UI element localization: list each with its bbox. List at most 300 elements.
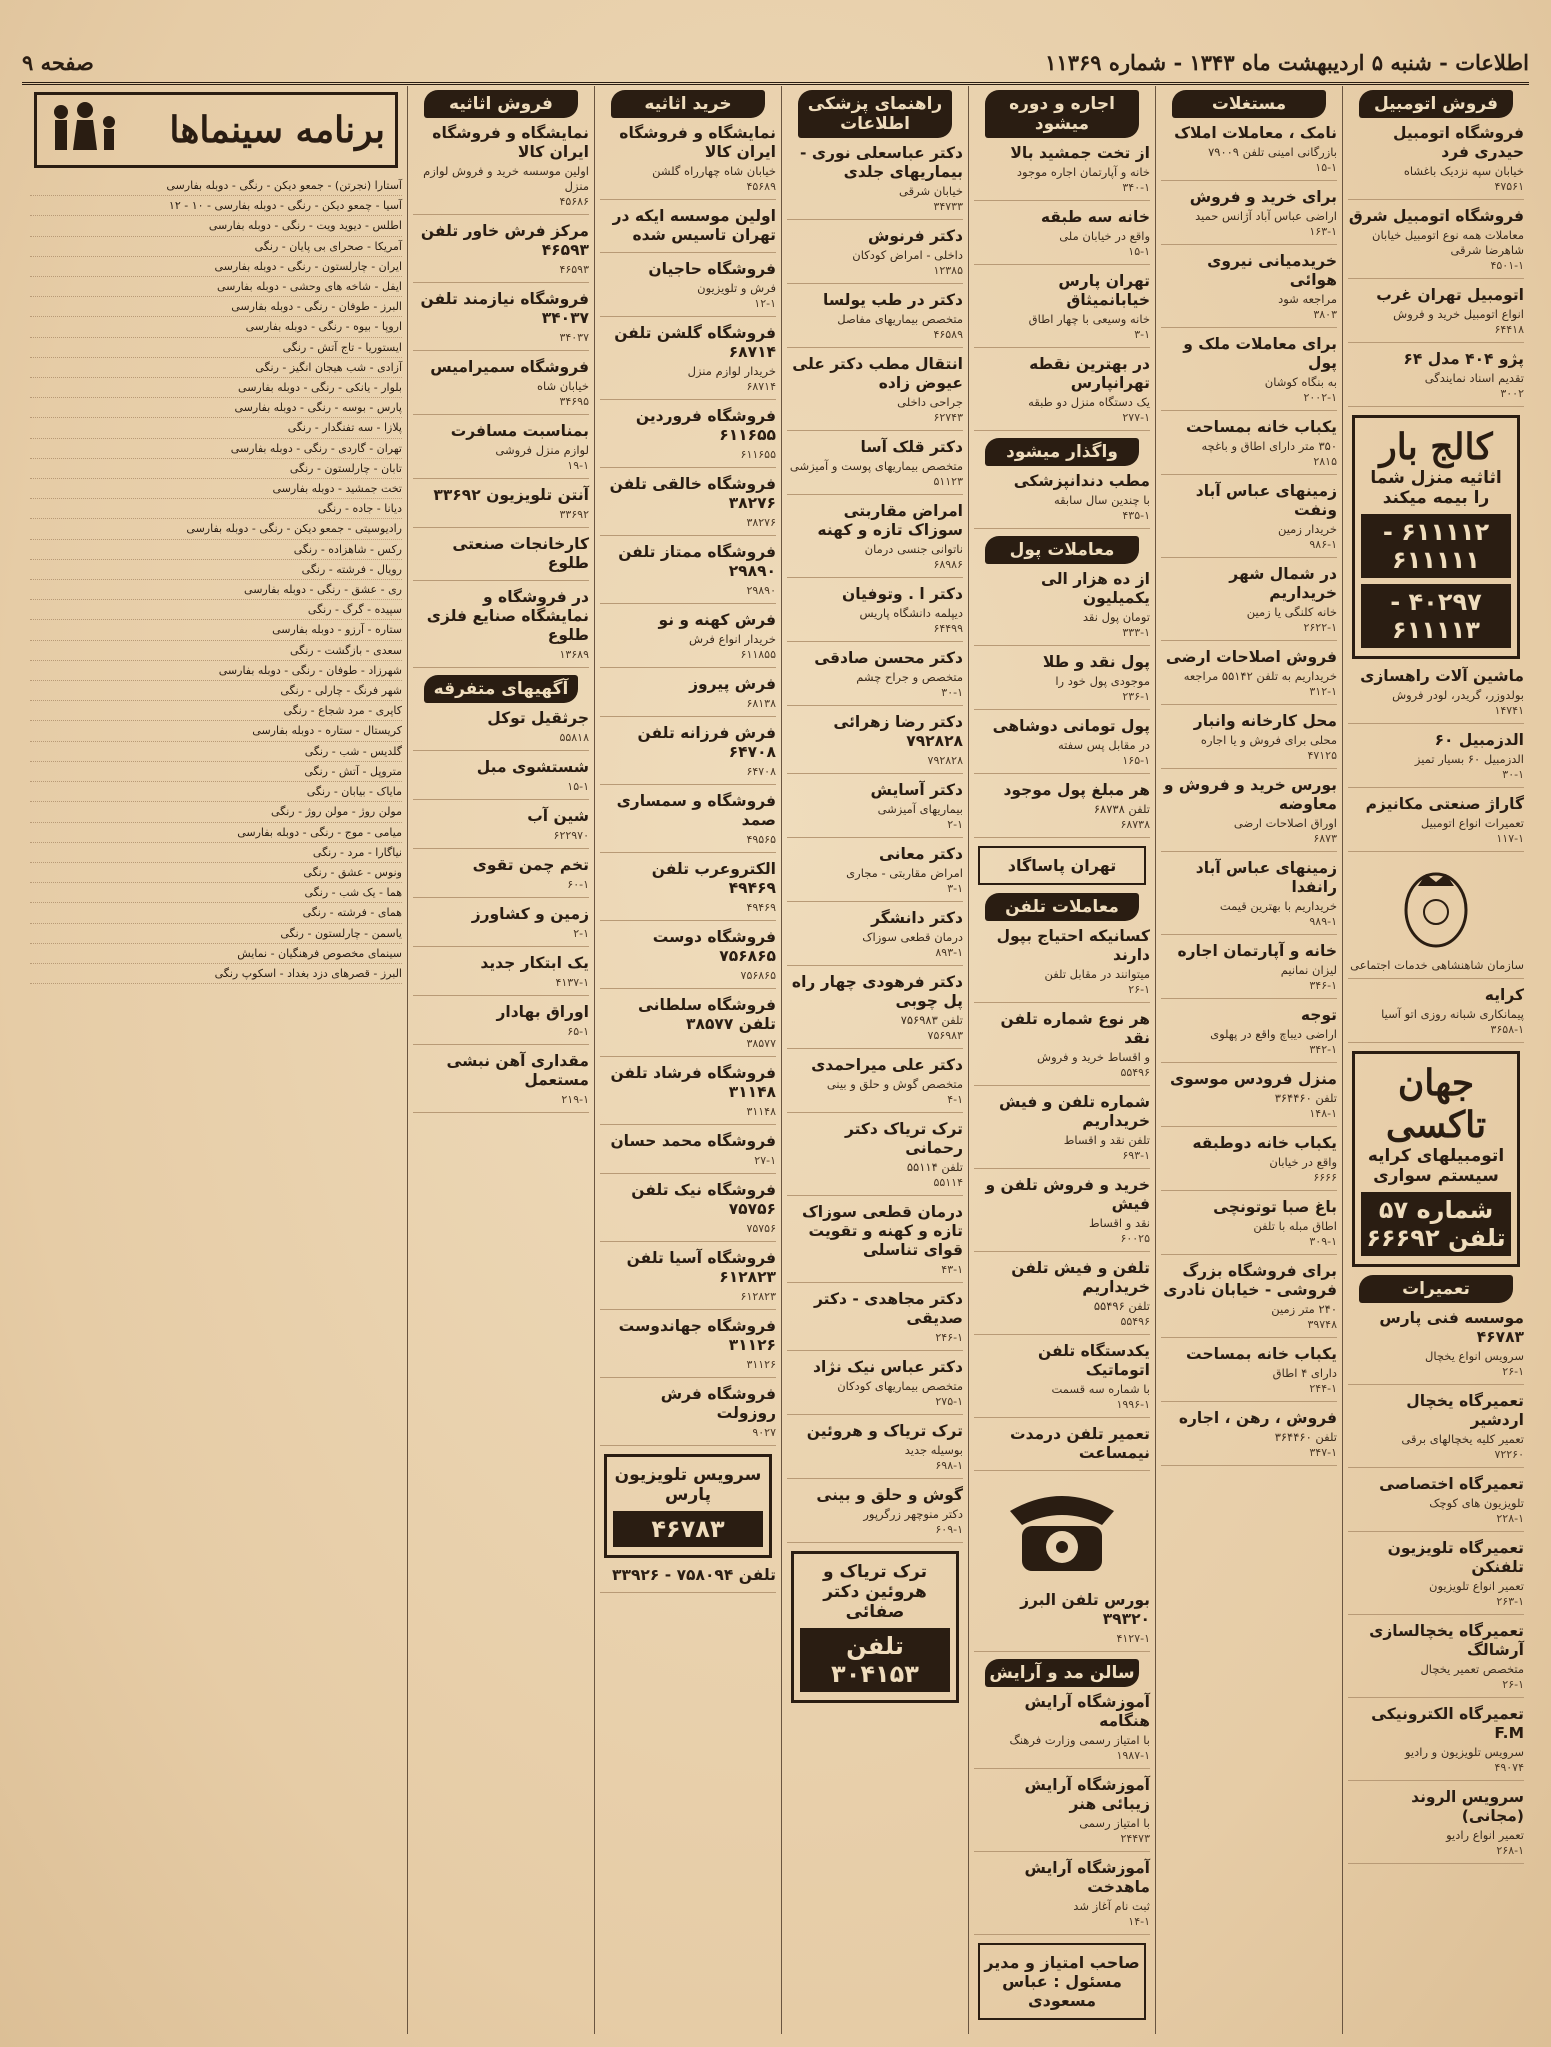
ad-title: دکتر عباس نیک نژاد [813, 1358, 963, 1376]
ad-text: متخصص و جراح چشم [856, 670, 963, 684]
ad-title: پول تومانی دوشاهی [992, 717, 1150, 735]
classified-ad [413, 358, 589, 415]
ad-number: ۳۱۲-۱ [1309, 685, 1337, 698]
classified-ad [974, 1776, 1150, 1852]
classified-ad [600, 996, 776, 1057]
ad-number: ۶۸۷۳ [1313, 832, 1337, 845]
ad-number: ۷۲۲۶۰ [1494, 1448, 1524, 1461]
ad-title: تعمیرگاه تلویزیون تلفنکن [1387, 1539, 1524, 1576]
cinema-listing: پلازا - سه تفنگدار - رنگی [30, 418, 402, 438]
ad-number: ۵۵۱۱۴ [933, 1176, 963, 1189]
ad-text: خانه وسیعی با چهار اطاق [1028, 312, 1150, 326]
ad-number: ۱۹-۱ [567, 459, 589, 472]
ad-number: ۵۱۱۲۳ [933, 475, 963, 488]
ad-title: محل کارخانه وانبار [1193, 712, 1337, 730]
ad-title: فروش ، رهن ، اجاره [1178, 1409, 1337, 1427]
ad-number: ۴۶۵۹۳ [559, 263, 589, 276]
ad-title: تعمیرگاه اختصاصی [1379, 1475, 1524, 1493]
ad-number: ۷۵۶۹۸۳ [927, 1029, 963, 1042]
ad-text: خریداریم به تلفن ۵۵۱۴۲ مراجعه [1183, 669, 1337, 683]
ad-text: سرویس تلویزیون و رادیو [1404, 1745, 1524, 1759]
ad-text: تعمیر کلیه یخچالهای برقی [1401, 1432, 1524, 1446]
classified-ad [1161, 188, 1337, 245]
column-rent [968, 86, 1155, 2034]
classified-ad [413, 807, 589, 849]
section-head-phone: معاملات تلفن [985, 893, 1140, 921]
ad-title: فروشگاه و سمساری صمد [616, 792, 776, 829]
ad-text: تلفن نقد و اقساط [1063, 1133, 1150, 1147]
ad-title: هر مبلغ پول موجود [1003, 781, 1150, 799]
ad-number: ۱۶۵-۱ [1122, 754, 1150, 767]
ad-number: ۳۳۳-۱ [1122, 626, 1150, 639]
ad-title: تهران پارس خیابانمیثاق [1058, 272, 1150, 309]
ad-number: ۳۶۵۸-۱ [1490, 1023, 1524, 1036]
ad-title: فروشگاه آسیا تلفن ۶۱۲۸۲۳ [626, 1249, 776, 1286]
ad-title: فروشگاه خالقی تلفن ۳۸۲۷۶ [609, 475, 776, 512]
bottom-phone-text: تلفن ۷۵۸۰۹۴ - ۳۳۹۲۶ [612, 1566, 776, 1584]
ad-title: بورس تلفن البرز ۳۹۳۲۰ [1020, 1591, 1150, 1628]
cinema-listing: البرز - قصرهای دزد بغداد - اسکوپ رنگی [30, 964, 402, 984]
cinema-listing: سپیده - گرگ - رنگی [30, 600, 402, 620]
selling-ads [413, 124, 589, 668]
ad-number: ۷۹۲۸۲۸ [927, 754, 963, 767]
ad-text: اوراق اصلاحات ارضی [1233, 816, 1337, 830]
classified-ad [600, 724, 776, 785]
ad-text: واقع در خیابان ملی [1059, 229, 1150, 243]
cinema-listing: تخت جمشید - دوبله بفارسی [30, 479, 402, 499]
ad-title: توجه [1300, 1006, 1337, 1024]
collage-phone-2: ۴۰۲۹۷ - ۶۱۱۱۱۳ [1361, 584, 1511, 648]
ad-title: فروشگاه اتومبیل حیدری فرد [1393, 124, 1524, 161]
ad-title: در فروشگاه و نمایشگاه صنایع فلزی طلوع [426, 588, 589, 644]
classified-ad [413, 588, 589, 668]
ad-text: تقدیم اسناد نمایندگی [1424, 371, 1524, 385]
ad-title: برای فروشگاه بزرگ فروشی - خیابان نادری [1163, 1262, 1337, 1299]
ad-title: دکتر در طب یولسا [823, 291, 963, 309]
classified-ad [1348, 1705, 1524, 1781]
ad-text: میتوانند در مقابل تلفن [1044, 967, 1150, 981]
ad-title: یکباب خانه دوطبقه [1192, 1134, 1337, 1152]
ad-title: ترک تریاک دکتر رحمانی [844, 1120, 963, 1157]
ad-text: تلفن ۳۶۴۴۶۰ [1274, 1430, 1337, 1444]
classified-ad [974, 570, 1150, 646]
ad-text: تعمیرات انواع اتومبیل [1420, 816, 1524, 830]
classified-ad [413, 290, 589, 351]
publisher-stamp: صاحب امتیاز و مدیر مسئول : عباس مسعودی [978, 1943, 1146, 2020]
classified-ad [413, 905, 589, 947]
section-head-repairs: تعمیرات [1359, 1275, 1514, 1303]
ad-title: اتومبیل تهران غرب [1376, 286, 1524, 304]
ad-number: ۶۴۴۱۸ [1494, 323, 1524, 336]
ad-title: خانه و آپارتمان اجاره [1177, 942, 1337, 960]
ad-text: سرویس انواع یخچال [1424, 1349, 1524, 1363]
ad-title: فرش فرزانه تلفن ۶۴۷۰۸ [637, 724, 776, 761]
classified-ad [413, 422, 589, 479]
ad-title: از ده هزار الی یکمیلیون [1041, 570, 1150, 607]
section-head-doctors: راهنمای پزشکی اطلاعات [798, 90, 953, 138]
ad-number: ۲۴۴-۱ [1309, 1382, 1337, 1395]
ad-title: فروشگاه دوست ۷۵۶۸۶۵ [652, 928, 776, 965]
ad-text: تلفن ۶۸۷۳۸ [1093, 802, 1150, 816]
classified-ad [1161, 859, 1337, 935]
ad-number: ۹۸۶-۱ [1309, 538, 1337, 551]
ad-title: خانه سه طبقه [1040, 208, 1150, 226]
ad-text: تلفن ۳۶۴۴۶۰ [1274, 1091, 1337, 1105]
classified-ad [600, 1385, 776, 1446]
ad-number: ۲۷۷-۱ [1122, 411, 1150, 424]
ad-text: امراض مقاربتی - مجاری [846, 866, 963, 880]
ad-number: ۱۵-۱ [567, 780, 589, 793]
ad-title: فروشگاه فرش روزولت [660, 1385, 776, 1422]
section-head-money: معاملات پول [985, 536, 1140, 564]
ad-number: ۷۵۷۵۶ [746, 1222, 776, 1235]
org-notice-text: سازمان شاهنشاهی خدمات اجتماعی [1350, 958, 1524, 972]
cinema-listing: ونوس - عشق - رنگی [30, 863, 402, 883]
ad-title: فروشگاه سلطانی تلفن ۳۸۵۷۷ [637, 996, 776, 1033]
classified-ad [787, 1486, 963, 1543]
ad-number: ۲۱۹-۱ [561, 1093, 589, 1106]
taxi-ad-box [1352, 1051, 1520, 1267]
rent-ads [974, 144, 1150, 431]
ad-title: دکتر مجاهدی - دکتر صدیقی [814, 1290, 963, 1327]
ad-text: خریدار انواع فرش [688, 632, 776, 646]
classified-ad [1161, 418, 1337, 475]
classified-ad [600, 1132, 776, 1174]
ad-text: دکتر منوچهر زرگرپور [863, 1507, 963, 1521]
ad-title: یکباب خانه بمساحت [1186, 1345, 1337, 1363]
cinema-listing: رادیوسیتی - جمعو دیکن - رنگی - دوبله بفارسی [30, 519, 402, 539]
ad-number: ۳۴۰-۱ [1122, 181, 1150, 194]
ad-text: انواع اتومبیل خرید و فروش [1393, 307, 1524, 321]
ad-number: ۴۹۰۷۴ [1494, 1761, 1524, 1774]
cinema-listing: گلدیس - شب - رنگی [30, 742, 402, 762]
ad-title: کارخانجات صنعتی طلوع [452, 535, 589, 572]
ad-title: دکتر معانی [878, 845, 963, 863]
ad-number: ۱۳۶۸۹ [559, 648, 589, 661]
ad-title: تعمیرگاه یخچال اردشیر [1406, 1392, 1524, 1429]
ad-number: ۳۱۱۲۶ [746, 1358, 776, 1371]
classified-ad [413, 709, 589, 751]
cinema-listing: رکس - شاهزاده - رنگی [30, 540, 402, 560]
ad-number: ۳۱۱۴۸ [746, 1105, 776, 1118]
ad-text: ثبت نام آغاز شد [1073, 1899, 1150, 1913]
ad-title: ماشین آلات راهسازی [1360, 667, 1524, 685]
ad-number: ۶۸۷۱۴ [746, 380, 776, 393]
ad-title: برای خرید و فروش [1189, 188, 1337, 206]
ad-text: پیمانکاری شبانه روزی اتو آسیا [1381, 1007, 1524, 1021]
classified-ad [1348, 986, 1524, 1043]
classified-ad [974, 1425, 1150, 1471]
classified-ad [413, 1003, 589, 1045]
collage-phone-1: ۶۱۱۱۱۲ - ۶۱۱۱۱۱ [1361, 514, 1511, 578]
ad-number: ۱۹۹۶-۱ [1116, 1398, 1150, 1411]
classified-ad [600, 928, 776, 989]
cinema-title-box [34, 92, 398, 168]
classified-ad [787, 1422, 963, 1479]
ad-text: با امتیاز رسمی [1079, 1816, 1150, 1830]
ad-title: منزل فرودس موسوی [1169, 1070, 1337, 1088]
classified-ad [1161, 482, 1337, 558]
ad-number: ۴۹۵۶۵ [746, 833, 776, 846]
ad-number: ۴-۱ [947, 1093, 963, 1106]
classified-ad [974, 208, 1150, 265]
classified-ad [787, 144, 963, 220]
ad-title: دکتر قلک آسا [860, 438, 963, 456]
ad-title: فروشگاه نیازمند تلفن ۳۴۰۳۷ [420, 290, 589, 327]
ad-title: مطب دندانپزشکی [1013, 472, 1150, 490]
classified-ad [1161, 124, 1337, 181]
ad-number: ۶۵-۱ [567, 1025, 589, 1038]
ad-number: ۱۲۳۸۵ [933, 264, 963, 277]
cinema-listing: شهر فرنگ - چارلی - رنگی [30, 681, 402, 701]
classified-ad [413, 486, 589, 528]
ad-number: ۶۲۷۴۳ [933, 411, 963, 424]
page-number: صفحه ۹ [22, 49, 94, 75]
ad-title: آموزشگاه آرایش ماهدخت [1024, 1859, 1150, 1896]
ad-title: دکتر عباسعلی نوری - بیماریهای جلدی [800, 144, 963, 181]
ad-title: تخم چمن تقوی [472, 856, 589, 874]
column-selling [407, 86, 594, 2034]
column-doctors [781, 86, 968, 2034]
classified-ad [413, 954, 589, 996]
cinema-listing: ایستوریا - تاج آتش - رنگی [30, 338, 402, 358]
ad-title: مقداری آهن نبشی مستعمل [446, 1052, 589, 1089]
classified-ad [1348, 207, 1524, 279]
ad-title: جرثقیل توکل [487, 709, 589, 727]
ad-number: ۴۵۶۸۶ [559, 195, 589, 208]
ad-title: دکتر فرنوش [867, 227, 963, 245]
ad-text: خریدار زمین [1277, 522, 1337, 536]
ad-text: نقد و اقساط [1088, 1216, 1150, 1230]
classified-ad [1348, 795, 1524, 852]
ad-title: نمایشگاه و فروشگاه ایران کالا [619, 124, 776, 161]
cinema-listing: میامی - موج - رنگی - دوبله بفارسی [30, 823, 402, 843]
ad-title: فروشگاه محمد حسان [610, 1132, 776, 1150]
classified-ad [787, 585, 963, 642]
ad-text: در مقابل پس سفته [1058, 738, 1150, 752]
bottom-phone [600, 1566, 776, 1593]
classified-ad [1161, 252, 1337, 328]
ad-title: اوراق بهادار [496, 1003, 589, 1021]
ad-title: دکتر محسن صادقی [814, 649, 963, 667]
ad-title: نمایشگاه و فروشگاه ایران کالا [432, 124, 589, 161]
ad-text: ۳۵۰ متر دارای اطاق و باغچه [1201, 439, 1337, 453]
classified-ad [974, 355, 1150, 431]
ad-number: ۱۵-۱ [1128, 245, 1150, 258]
ad-title: زمین و کشاورز [471, 905, 589, 923]
classified-ad [974, 144, 1150, 201]
classified-ad [413, 124, 589, 215]
ad-text: لیزان نمانیم [1280, 963, 1337, 977]
ad-text: درمان قطعی سوزاک [862, 930, 963, 944]
classified-ad [1161, 1070, 1337, 1127]
ad-number: ۶۶۶۶ [1313, 1171, 1337, 1184]
column-buying [594, 86, 781, 2034]
tv-service-box [604, 1454, 772, 1558]
ad-text: خیابان شاه چهارراه گلشن [652, 164, 776, 178]
ad-title: دکتر آسایش [870, 781, 963, 799]
ad-title: پول نقد و طلا [1042, 653, 1150, 671]
classified-ad [1348, 1539, 1524, 1615]
ad-text: خیابان شرقی [899, 184, 963, 198]
classified-ad [974, 717, 1150, 774]
classified-ad [787, 713, 963, 774]
ad-text: خیابان سپه نزدیک باغشاه [1403, 164, 1524, 178]
ad-title: یک ابتکار جدید [480, 954, 589, 972]
ad-title: فروشگاه فرشاد تلفن ۳۱۱۴۸ [610, 1064, 776, 1101]
classified-ad [413, 1052, 589, 1113]
cinema-title: برنامه سینماها [169, 109, 385, 151]
ad-title: موسسه فنی پارس ۴۶۷۸۳ [1379, 1309, 1524, 1346]
ad-text: الدزمبیل ۶۰ بسیار تمیز [1414, 752, 1524, 766]
classified-ad [974, 653, 1150, 710]
classified-ad [787, 781, 963, 838]
classified-ad [600, 1317, 776, 1378]
classified-ad [787, 355, 963, 431]
ad-number: ۲۶-۱ [1502, 1365, 1524, 1378]
ad-number: ۳۰-۱ [941, 686, 963, 699]
money-ads [974, 570, 1150, 838]
cinema-listing: تهران - گاردی - رنگی - دوبله بفارسی [30, 439, 402, 459]
ad-text: یک دستگاه منزل دو طبقه [1028, 395, 1150, 409]
cinema-listing: پارس - بوسه - رنگی - دوبله بفارسی [30, 398, 402, 418]
ad-text: موجودی پول خود را [1055, 674, 1150, 688]
ad-number: ۸۹۳-۱ [935, 946, 963, 959]
ad-title: خرید و فروش تلفن و فیش [985, 1176, 1150, 1213]
auto-ads [1348, 124, 1524, 407]
ad-text: بازرگانی امینی تلفن ۷۹۰۰۹ [1208, 145, 1337, 159]
ad-title: برای معاملات ملک و پول [1183, 335, 1337, 372]
ad-number: ۴۷۱۲۵ [1307, 749, 1337, 762]
classified-ad [974, 1093, 1150, 1169]
ad-number: ۵۵۸۱۸ [559, 731, 589, 744]
classified-ad [1348, 1309, 1524, 1385]
ad-title: خریدمیانی نیروی هوائی [1207, 252, 1337, 289]
ad-text: خانه کلنگی یا زمین [1246, 605, 1337, 619]
cinema-listing: شهرزاد - طوفان - رنگی - دوبله بفارسی [30, 661, 402, 681]
org-notice [1348, 958, 1524, 979]
collage-ad-box [1352, 415, 1520, 659]
classified-ad [1348, 1475, 1524, 1532]
section-head-buying: خرید اثاثیه [611, 90, 766, 118]
section-head-real-estate: مستغلات [1172, 90, 1327, 118]
classified-ad [1348, 124, 1524, 200]
ad-number: ۳۰-۱ [1502, 768, 1524, 781]
ad-number: ۲۷-۱ [754, 1154, 776, 1167]
ad-number: ۱۱۷-۱ [1496, 832, 1524, 845]
ad-number: ۲-۱ [573, 927, 589, 940]
ad-title: نامک ، معاملات املاک [1174, 124, 1337, 142]
cinema-listing: اطلس - دیوید ویت - رنگی - دوبله بفارسی [30, 216, 402, 236]
ad-title: فروش اصلاحات ارضی [1165, 648, 1337, 666]
ad-number: ۲-۱ [947, 818, 963, 831]
ad-number: ۳-۱ [947, 882, 963, 895]
ad-number: ۲۶-۱ [1502, 1678, 1524, 1691]
ad-title: شین آب [527, 807, 589, 825]
ad-number: ۲۶-۱ [1128, 983, 1150, 996]
ad-number: ۶۴۴۹۹ [933, 622, 963, 635]
ad-number: ۴۶۵۸۹ [933, 328, 963, 341]
ad-number: ۴۳-۱ [941, 1263, 963, 1276]
classified-ad [413, 758, 589, 800]
ad-title: تلفن و فیش تلفن خریداریم [1011, 1259, 1150, 1296]
ad-number: ۶۰۹-۱ [935, 1523, 963, 1536]
ad-title: باغ صبا توتونچی [1213, 1198, 1337, 1216]
ad-text: تلویزیون های کوچک [1429, 1496, 1524, 1510]
ad-number: ۲۰۰۲-۱ [1303, 391, 1337, 404]
classified-ad [974, 1342, 1150, 1418]
ad-number: ۳۸۲۷۶ [746, 516, 776, 529]
auto-ads-3 [1348, 986, 1524, 1043]
ad-text: تعمیر انواع رادیو [1446, 1828, 1524, 1842]
classified-ad [974, 1259, 1150, 1335]
cinema-listing: متروپل - آتش - رنگی [30, 762, 402, 782]
ad-text: بوسیله جدید [904, 1443, 963, 1457]
ad-number: ۴۳۵-۱ [1122, 509, 1150, 522]
classified-ad [600, 475, 776, 536]
classified-ad [1161, 648, 1337, 705]
ad-number: ۲۷۵-۱ [935, 1395, 963, 1408]
ad-text: تومان پول نقد [1082, 610, 1150, 624]
classified-ad [600, 611, 776, 668]
section-head-beauty: سالن مد و آرایش [985, 1659, 1140, 1687]
tehran-pasargad-box: تهران پاساگاد [978, 846, 1146, 885]
ad-text: متخصص تعمیر یخچال [1420, 1662, 1524, 1676]
cinema-listing: بلوار - یانکی - رنگی - دوبله بفارسی [30, 378, 402, 398]
ad-number: ۱۶۳-۱ [1309, 225, 1337, 238]
ad-number: ۱۵-۱ [1315, 161, 1337, 174]
ad-title: مرکز فرش خاور تلفن ۴۶۵۹۳ [420, 222, 589, 259]
repair-ads [1348, 1309, 1524, 1864]
ad-title: تعمیرگاه الکترونیکی F.M [1371, 1705, 1524, 1742]
ad-number: ۱۴۷۴۱ [1494, 704, 1524, 717]
section-head-rent: اجاره و دوره میشود [985, 90, 1140, 138]
ad-number: ۲۳۶-۱ [1122, 690, 1150, 703]
ad-number: ۳۳۶۹۲ [559, 508, 589, 521]
classified-ad [1161, 1409, 1337, 1466]
classified-ad [787, 227, 963, 284]
ad-number: ۳-۱ [1134, 328, 1150, 341]
cinema-listing: آستارا (نجرتن) - جمعو دیکن - رنگی - دوبله بفارسی [30, 176, 402, 196]
ad-number: ۲۲۸-۱ [1496, 1512, 1524, 1525]
ad-text: با شماره سه قسمت [1051, 1382, 1150, 1396]
ad-text: خیابان شاه [536, 379, 589, 393]
taxi-subtitle: اتومبیلهای کرایه سیستم سواری [1367, 1146, 1505, 1186]
ad-number: ۴۵۶۸۹ [746, 180, 776, 193]
ad-text: با امتیاز رسمی وزارت فرهنگ [1009, 1733, 1150, 1747]
tv-service-phone: ۴۶۷۸۳ [613, 1511, 763, 1547]
ad-title: فروشگاه سمیرامیس [430, 358, 589, 376]
ad-number: ۳۸۰۳ [1313, 308, 1337, 321]
ad-number: ۶۰-۱ [567, 878, 589, 891]
cinema-listing: آمریکا - صحرای بی پایان - رنگی [30, 237, 402, 257]
ad-title: بورس خرید و فروش و معاوضه [1163, 776, 1337, 813]
ad-title: هر نوع شماره تلفن نقد [1000, 1010, 1150, 1047]
addiction-ad-box [791, 1551, 959, 1703]
classified-ad [600, 860, 776, 921]
ad-number: ۲۸۱۵ [1313, 455, 1337, 468]
section-head-selling: فروش اثاثیه [424, 90, 579, 118]
ad-title: دکتر فرهودی چهار راه پل چوبی [791, 973, 963, 1010]
ad-title: دکتر علی میراحمدی [811, 1056, 963, 1074]
ad-text: مراجعه شود [1278, 292, 1337, 306]
ad-number: ۳۰۹-۱ [1309, 1235, 1337, 1248]
classified-ad [1161, 776, 1337, 852]
ad-title: زمینهای عباس آباد رانفدا [1195, 859, 1337, 896]
taxi-phone: شماره ۵۷ تلفن ۶۶۶۹۲ [1361, 1192, 1511, 1256]
ad-text: بیماریهای آمیزشی [877, 802, 963, 816]
classified-ad [1348, 286, 1524, 343]
